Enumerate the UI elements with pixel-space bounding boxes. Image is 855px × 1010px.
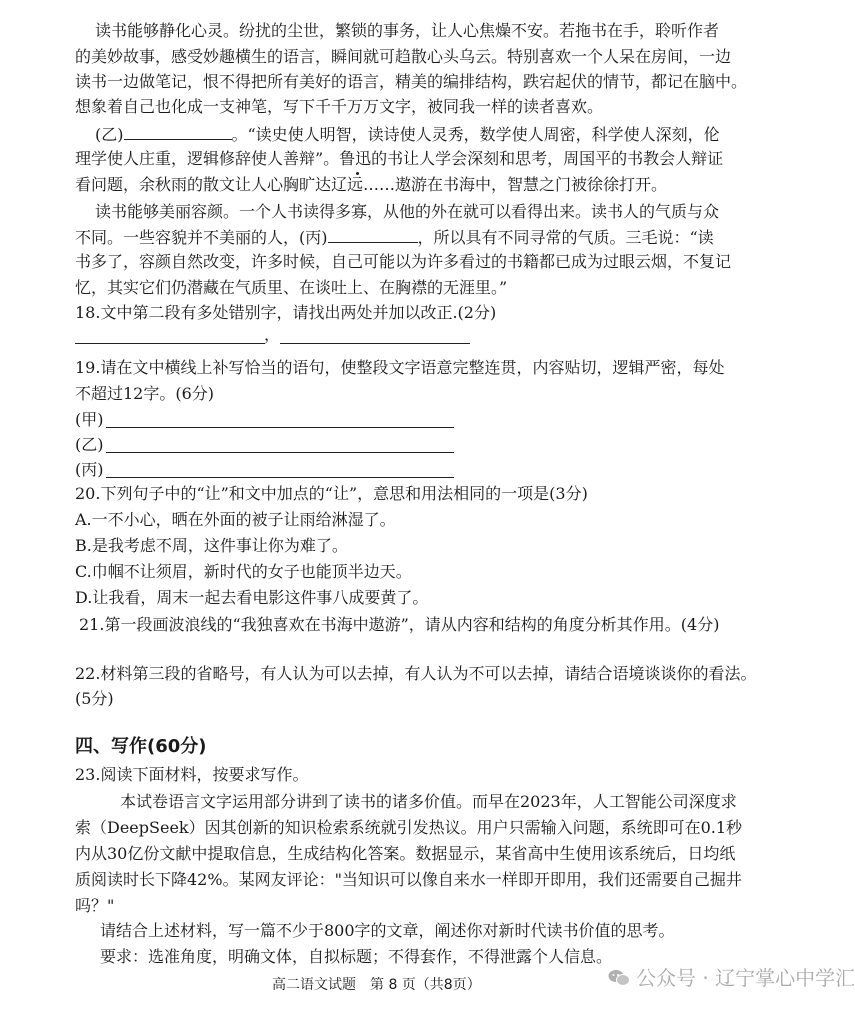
question-22-line-1: 22.材料第三段的省略号，有人认为可以去掉，有人认为不可以去掉，请结合语境谈谈你的看法。 [75, 664, 757, 683]
section-writing-title: 四、写作(60分) [75, 736, 207, 757]
material-line-4: 质阅读时长下降42%。某网友评论："当知识可以像自来水一样即开即用，我们还需要自己掘井 [75, 870, 742, 889]
q20-option-a[interactable]: A.一不小心，晒在外面的被子让雨给淋湿了。 [75, 510, 396, 529]
para1-line-1: 读书能够静化心灵。纷扰的尘世，繁锁的事务，让人心焦燥不安。若拖书在手，聆听作者 [95, 21, 720, 40]
q19-answer-line-jia[interactable] [106, 426, 454, 428]
question-21: 21.第一段画波浪线的“我独喜欢在书海中遨游”，请从内容和结构的角度分析其作用。(4分) [79, 615, 720, 634]
question-23: 23.阅读下面材料，按要求写作。 [75, 765, 309, 784]
q18-answer-line-1[interactable] [75, 342, 265, 344]
para1-line-3: 读书一边做笔记，恨不得把所有美好的语言，精美的编排结构，跌宕起伏的情节，都记在脑中。 [75, 72, 748, 91]
para2-line-2: 理学使人庄重，逻辑修辞使人善辩”。鲁迅的书让人学会深刻和思考，周国平的书教会人辩证 [75, 149, 724, 168]
q20-option-d[interactable]: D.让我看，周末一起去看电影这件事八成要黄了。 [75, 588, 429, 607]
q18-separator: ， [264, 325, 281, 344]
para3-line-2 [75, 226, 714, 249]
writing-requirements: 要求：选准角度，明确文体，自拟标题；不得套作，不得泄露个人信息。 [100, 947, 613, 966]
para2-line-3: 看问题，余秋雨的散文让人心胸旷达辽远……遨游在书海中，智慧之门被徐徐打开。 [75, 175, 668, 194]
q19-label-bing: (丙) [75, 460, 104, 479]
para2-marker: (乙) [95, 125, 124, 144]
q19-label-yi: (乙) [75, 435, 104, 454]
writing-task: 请结合上述材料，写一篇不少于800字的文章，阐述你对新时代读书价值的思考。 [100, 921, 675, 940]
question-22-line-2: (5分) [75, 689, 114, 708]
para3-line-3: 书多了，容颜自然改变，许多时候，自己可能以为许多看过的书籍都已成为过眼云烟，不复记 [75, 252, 732, 271]
question-18: 18.文中第二段有多处错别字，请找出两处并加以改正.(2分) [75, 303, 497, 322]
material-line-5: 吗？" [75, 896, 115, 915]
question-19-line-1: 19.请在文中横线上补写恰当的语句，使整段文字语意完整连贯，内容贴切，逻辑严密，每处 [75, 358, 725, 377]
question-20: 20.下列句子中的“让”和文中加点的“让”，意思和用法相同的一项是(3分) [75, 484, 588, 503]
material-line-3: 内从30亿份文献中提取信息，生成结构化答案。数据显示，某省高中生使用该系统后，日均纸 [75, 844, 736, 863]
blank-bing[interactable] [328, 226, 418, 243]
material-line-1: 本试卷语言文字运用部分讲到了读书的诸多价值。而早在2023年，人工智能公司深度求 [120, 792, 737, 811]
q19-label-jia: (甲) [75, 410, 104, 429]
q20-option-b[interactable]: B.是我考虑不周，这件事让你为难了。 [75, 536, 348, 555]
para3-line-1: 读书能够美丽容颜。一个人书读得多寡，从他的外在就可以看得出来。读书人的气质与众 [95, 202, 720, 221]
page-footer: 高二语文试题 第 8 页（共8页） [272, 977, 481, 993]
q20-option-c[interactable]: C.巾帼不让须眉，新时代的女子也能顶半边天。 [75, 562, 412, 581]
watermark [608, 962, 855, 991]
para2-line-1-rest: 。“读史使人明智，读诗使人灵秀，数学使人周密，科学使人深刻，伦 [231, 125, 720, 144]
para2-line-1 [95, 123, 720, 146]
question-19-line-2: 不超过12字。(6分) [75, 384, 215, 403]
para1-line-2: 的美妙故事，感受妙趣横生的语言，瞬间就可趋散心头乌云。特别喜欢一个人呆在房间，一边 [75, 47, 732, 66]
para3-line-4: 忆，其实它们仍潜藏在气质里、在谈吐上、在胸襟的无涯里。” [75, 278, 508, 297]
q18-answer-line-2[interactable] [280, 342, 470, 344]
q19-answer-line-bing[interactable] [106, 476, 454, 478]
para1-line-4: 想象着自己也化成一支神笔，写下千千万万文字，被同我一样的读者喜欢。 [75, 97, 604, 116]
wechat-icon [608, 968, 630, 986]
blank-yi[interactable] [124, 123, 232, 140]
watermark-text: 公众号 · 辽宁掌心中学汇 [636, 966, 855, 990]
material-line-2: 索（DeepSeek）因其创新的知识检索系统就引发热议。用户只需输入问题，系统即可在0.1秒 [75, 818, 743, 837]
para3-line-2-start: 不同。一些容貌并不美丽的人，(丙) [75, 228, 328, 247]
q19-answer-line-yi[interactable] [106, 451, 454, 453]
para3-line-2-end: ，所以具有不同寻常的气质。三毛说：“读 [417, 228, 714, 247]
